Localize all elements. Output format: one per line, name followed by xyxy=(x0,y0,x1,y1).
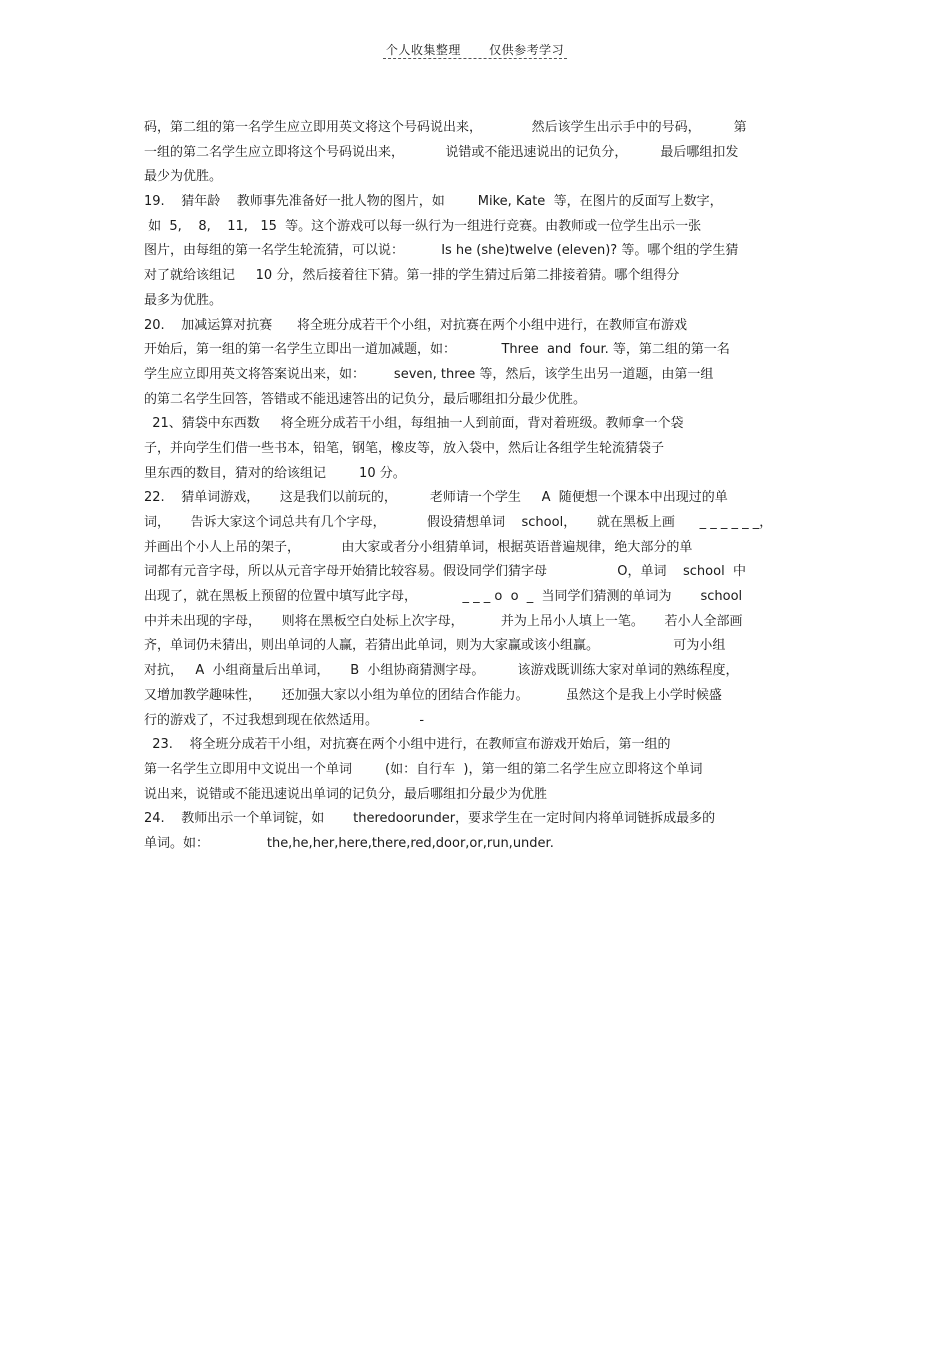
text-line: 最少为优胜。 xyxy=(144,169,223,185)
text-line: 24. 教师出示一个单词锭，如 theredoorunder，要求学生在一定时间内将单词链拆成最多的 xyxy=(144,811,716,827)
text-line: 的第二名学生回答，答错或不能迅速答出的记负分，最后哪组扣分最少优胜。 xyxy=(144,391,587,407)
text-line: 词都有元音字母，所以从元音字母开始猜比较容易。假设同学们猜字母 O，单词 school 中 xyxy=(144,564,746,580)
text-line: 最多为优胜。 xyxy=(144,292,223,308)
text-line: 一组的第二名学生应立即将这个号码说出来， 说错或不能迅速说出的记负分， 最后哪组扣发 xyxy=(144,144,739,160)
text-line: 20. 加减运算对抗赛 将全班分成若干个小组，对抗赛在两个小组中进行，在教师宣布游戏 xyxy=(144,317,687,333)
text-line: 23. 将全班分成若干小组，对抗赛在两个小组中进行，在教师宣布游戏开始后，第一组的 xyxy=(144,737,671,753)
text-line: 开始后，第一组的第一名学生立即出一道加减题，如： Three and four. 等，第二组的第一名 xyxy=(144,342,730,358)
text-line: 词， 告诉大家这个词总共有几个字母， 假设猜想单词 school， 就在黑板上画 _ _ _ _ _ _， xyxy=(144,515,773,530)
text-line: 如 5, 8, 11, 15 等。这个游戏可以每一纵行为一组进行竞赛。由教师或一位学生出示一张 xyxy=(144,218,702,234)
header-divider xyxy=(383,58,567,59)
text-line: 中并未出现的字母， 则将在黑板空白处标上次字母， 并为上吊小人填上一笔。 若小人全部画 xyxy=(144,613,743,629)
text-line: 里东西的数目，猜对的给该组记 10 分。 xyxy=(144,465,406,481)
text-line: 21、猜袋中东西数 将全班分成若干小组，每组抽一人到前面，背对着班级。教师拿一个袋 xyxy=(144,416,684,432)
text-line: 第一名学生立即用中文说出一个单词 (如：自行车 )，第一组的第二名学生应立即将这个单词 xyxy=(144,761,703,777)
text-line: 行的游戏了，不过我想到现在依然适用。 - xyxy=(144,712,425,728)
text-line: 19. 猜年龄 教师事先准备好一批人物的图片，如 Mike, Kate 等，在图片的反面写上数字， xyxy=(144,194,723,210)
text-line: 单词。如： the,he,her,here,there,red,door,or,run,under. xyxy=(144,835,554,851)
header-left-text: 个人收集整理 xyxy=(385,43,461,57)
text-line: 对抗， A 小组商量后出单词， B 小组协商猜测字母。 该游戏既训练大家对单词的熟练程度， xyxy=(144,663,739,679)
text-line: 学生应立即用英文将答案说出来，如： seven, three 等，然后，该学生出另一道题，由第一组 xyxy=(144,366,714,382)
text-line: 图片，由每组的第一名学生轮流猜，可以说： Is he (she)twelve (eleven)? 等。哪个组的学生猜 xyxy=(144,243,739,259)
text-line: 22. 猜单词游戏， 这是我们以前玩的， 老师请一个学生 A 随便想一个课本中出现过的单 xyxy=(144,490,728,506)
text-line: 并画出个小人上吊的架子， 由大家或者分小组猜单词，根据英语普遍规律，绝大部分的单 xyxy=(144,539,693,555)
text-line: 说出来，说错或不能迅速说出单词的记负分，最后哪组扣分最少为优胜 xyxy=(144,786,548,802)
text-line: 又增加教学趣味性， 还加强大家以小组为单位的团结合作能力。 虽然这个是我上小学时候盛 xyxy=(144,687,722,703)
text-line: 出现了，就在黑板上预留的位置中填写此字母， _ _ _ o o _ 当同学们猜测的单词为 school xyxy=(144,589,743,605)
text-line: 子，并向学生们借一些书本，铅笔，钢笔，橡皮等，放入袋中，然后让各组学生轮流猜袋子 xyxy=(144,440,665,456)
text-line: 对了就给该组记 10 分，然后接着往下猜。第一排的学生猜过后第二排接着猜。哪个组得分 xyxy=(144,268,680,284)
text-line: 码，第二组的第一名学生应立即用英文将这个号码说出来， 然后该学生出示手中的号码， 第 xyxy=(144,120,747,135)
text-line: 齐，单词仍未猜出，则出单词的人赢，若猜出此单词，则为大家赢或该小组赢。 可为小组 xyxy=(144,638,726,654)
header-right-text: 仅供参考学习 xyxy=(489,43,565,57)
document-body xyxy=(144,116,814,857)
page-header xyxy=(0,41,950,58)
